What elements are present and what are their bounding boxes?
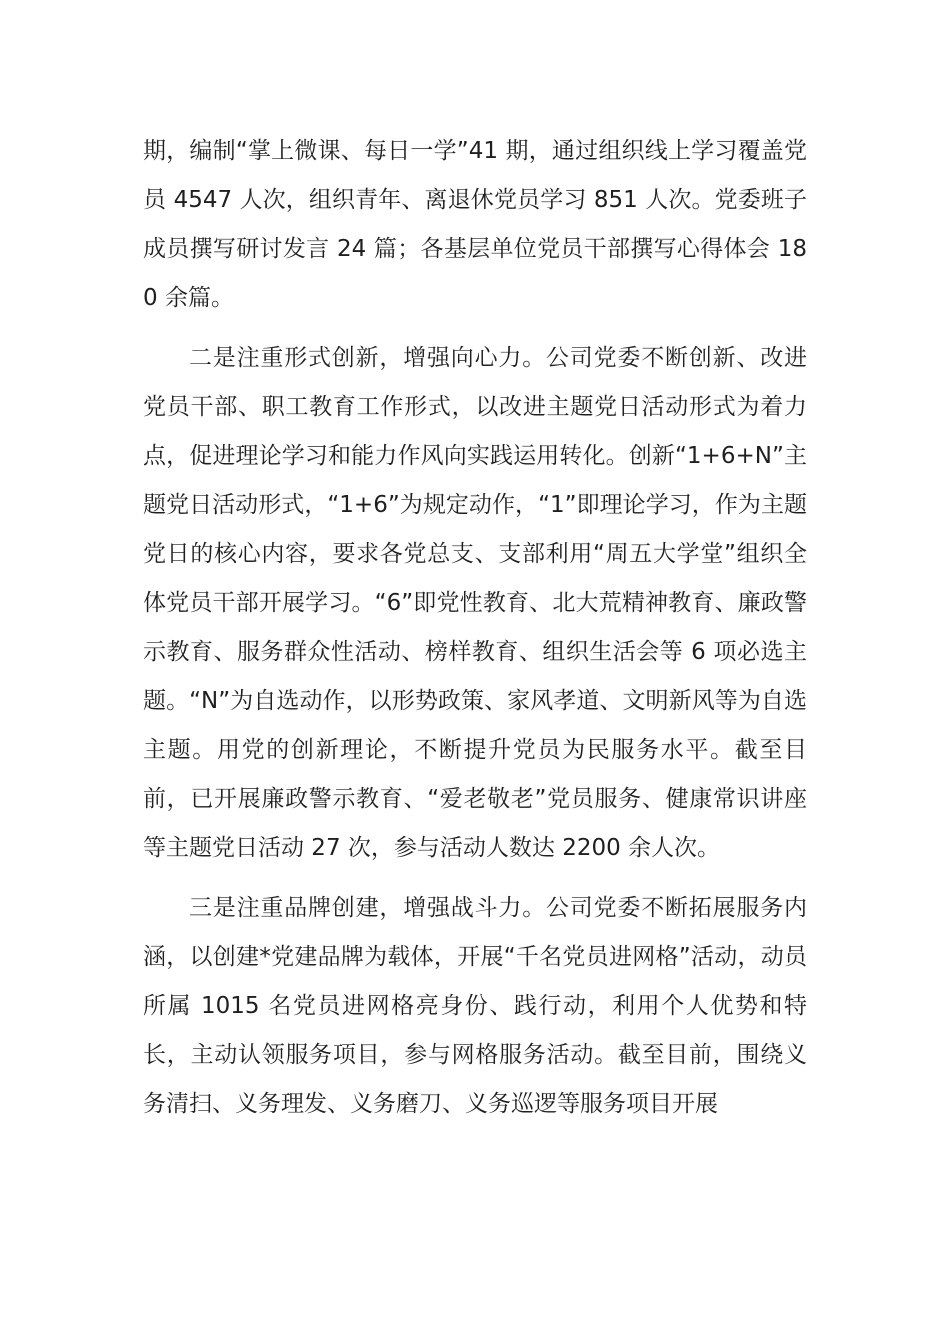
paragraph-brand-building: 三是注重品牌创建，增强战斗力。公司党委不断拓展服务内涵，以创建*党建品牌为载体，开展“千名党员进网格”活动，动员所属 1015 名党员进网格亮身份、践行动，利用个人优势和特长，主动认领服务项目，参与网格服务活动。截至目前，围绕义务清扫、义务理发、义务磨刀、义务巡逻等服务项目开展 (143, 895, 807, 1117)
document-body (143, 127, 807, 1140)
paragraph-form-innovation: 二是注重形式创新，增强向心力。公司党委不断创新、改进党员干部、职工教育工作形式，以改进主题党日活动形式为着力点，促进理论学习和能力作风向实践运用转化。创新“1+6+N”主题党日活动形式，“1+6”为规定动作，“1”即理论学习，作为主题党日的核心内容，要求各党总支、支部利用“周五大学堂”组织全体党员干部开展学习。“6”即党性教育、北大荒精神教育、廉政警示教育、服务群众性活动、榜样教育、组织生活会等 6 项必选主题。“N”为自选动作，以形势政策、家风孝道、文明新风等为自选主题。用党的创新理论，不断提升党员为民服务水平。截至目前，已开展廉政警示教育、“爱老敬老”党员服务、健康常识讲座等主题党日活动 27 次，参与活动人数达 2200 余人次。 (143, 345, 807, 861)
paragraph-continuation: 期，编制“掌上微课、每日一学”41 期，通过组织线上学习覆盖党员 4547 人次，组织青年、离退休党员学习 851 人次。党委班子成员撰写研讨发言 24 篇；各基层单位党员干部撰写心得体会 180 余篇。 (143, 138, 807, 311)
